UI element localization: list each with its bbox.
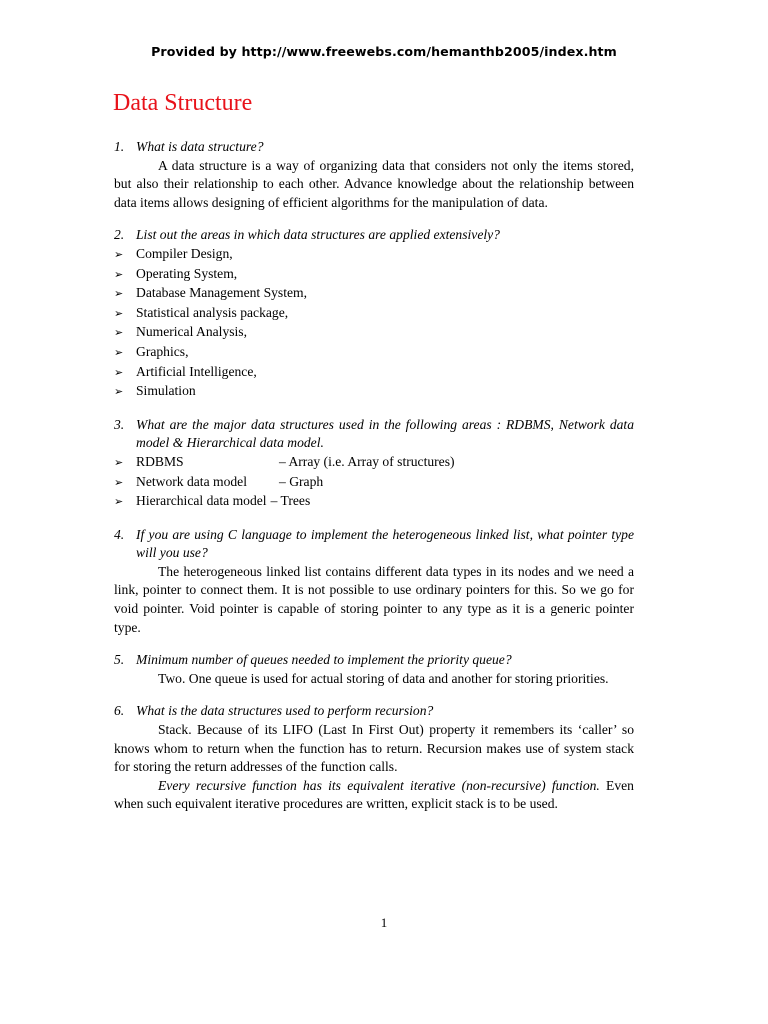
question-number: 6. <box>114 703 125 719</box>
question-number: 2. <box>114 227 125 243</box>
arrow-bullet-icon: ➢ <box>114 247 124 261</box>
question-number: 3. <box>114 416 125 432</box>
arrow-bullet-icon: ➢ <box>114 326 124 340</box>
list-item: ➢ Numerical Analysis, <box>114 323 634 343</box>
answer-6-continued <box>114 777 634 814</box>
question-5 <box>114 651 634 670</box>
list-item: ➢ Graphics, <box>114 343 634 363</box>
question-1 <box>114 138 634 157</box>
structure-name: – Graph <box>279 473 324 489</box>
list-item: ➢ Statistical analysis package, <box>114 304 634 324</box>
question-text: If you are using C language to implement the heterogeneous linked list, what pointer type will you use? <box>136 526 634 561</box>
question-4 <box>114 526 634 563</box>
answer-text: Even when such equivalent iterative procedures are written, explicit stack is to be used. <box>114 777 634 812</box>
emphasized-text: Every recursive function has its equivalent iterative (non-recursive) function. <box>158 777 600 793</box>
list-item: ➢ Operating System, <box>114 265 634 285</box>
answer-6: Stack. Because of its LIFO (Last In First Out) property it remembers its ‘caller’ so knows whom to return when the function has to return. Recursion makes use of system stack for storing the return addresses of the function calls. <box>114 722 634 775</box>
list-item <box>114 492 634 512</box>
arrow-bullet-icon: ➢ <box>114 287 124 301</box>
question-number: 5. <box>114 652 125 668</box>
question-text: What is the data structures used to perform recursion? <box>136 703 434 719</box>
question-number: 4. <box>114 526 125 542</box>
question-text: What are the major data structures used in the following areas : RDBMS, Network data model & Hierarchical data model. <box>136 416 634 451</box>
page-number: 1 <box>380 915 388 930</box>
arrow-bullet-icon: ➢ <box>114 345 124 359</box>
answer-4: The heterogeneous linked list contains different data types in its nodes and we need a link, pointer to connect them. It is not possible to use ordinary pointers for this. So we go for void pointer. Void pointer is capable of storing pointer to any type as it is a generic pointer type. <box>114 563 634 635</box>
arrow-bullet-icon: ➢ <box>114 306 124 320</box>
question-6 <box>114 702 634 721</box>
arrow-bullet-icon: ➢ <box>114 365 124 379</box>
list-item <box>114 473 634 493</box>
document-title: Data Structure <box>113 90 253 116</box>
answer-5: Two. One queue is used for actual storing of data and another for storing priorities. <box>158 670 609 686</box>
question-number: 1. <box>114 139 125 154</box>
data-structure-areas-list <box>114 453 634 512</box>
answer-1: A data structure is a way of organizing data that considers not only the items stored, but also their relationship to each other. Advance knowledge about the relationship between data items allows designing of efficient algorithms for the manipulation of data. <box>114 157 634 210</box>
list-item: ➢ Database Management System, <box>114 284 634 304</box>
arrow-bullet-icon: ➢ <box>114 455 124 469</box>
structure-name: – Array (i.e. Array of structures) <box>279 453 455 469</box>
question-text: What is data structure? <box>136 139 264 154</box>
question-text: Minimum number of queues needed to implement the priority queue? <box>136 652 512 668</box>
area-name: Hierarchical data model <box>136 493 267 509</box>
structure-name: – Trees <box>270 493 311 509</box>
area-name: Network data model <box>136 473 247 489</box>
application-areas-list <box>114 245 634 402</box>
list-item <box>114 453 634 473</box>
list-item: ➢ Artificial Intelligence, <box>114 363 634 383</box>
arrow-bullet-icon: ➢ <box>114 475 124 489</box>
arrow-bullet-icon: ➢ <box>114 267 124 281</box>
arrow-bullet-icon: ➢ <box>114 385 124 399</box>
list-item: ➢ Simulation <box>114 382 634 402</box>
question-3 <box>114 416 634 453</box>
question-2 <box>114 226 634 245</box>
document-body <box>114 138 634 814</box>
question-text: List out the areas in which data structures are applied extensively? <box>136 227 500 243</box>
area-name: RDBMS <box>136 453 184 469</box>
arrow-bullet-icon: ➢ <box>114 495 124 509</box>
list-item: ➢ Compiler Design, <box>114 245 634 265</box>
provided-by-header: Provided by http://www.freewebs.com/hemanthb2005/index.htm <box>151 44 617 59</box>
